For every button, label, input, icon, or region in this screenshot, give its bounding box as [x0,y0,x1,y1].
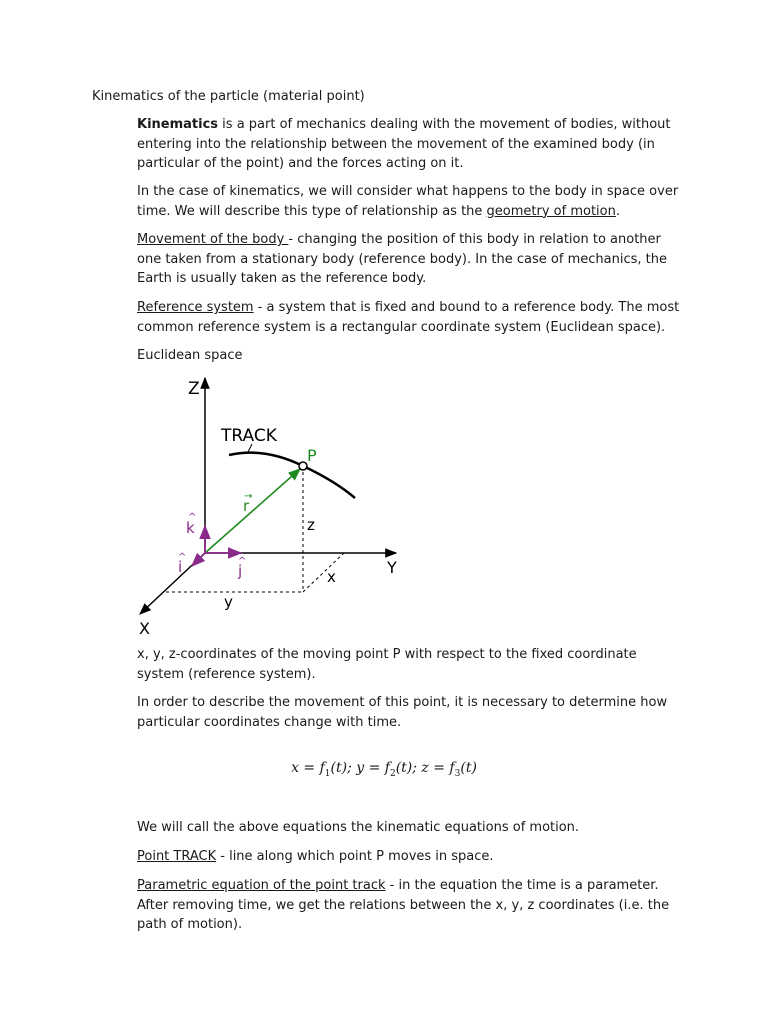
term-geometry-of-motion: geometry of motion [486,203,616,219]
unit-i-label: i [178,558,183,576]
page-heading: Kinematics of the particle (material point) [92,89,365,104]
paragraph-parametric-equation [137,876,682,935]
unit-vector-i [192,553,205,566]
unit-k-label: k [186,519,195,537]
paragraph-coordinates [137,645,682,684]
paragraph-point-track [137,847,682,867]
paragraph-text: . [615,203,621,219]
unit-k-hat: ^ [188,512,197,523]
vector-r-label: r [243,497,250,515]
term-parametric-equation: Parametric equation of the point track [137,878,386,893]
paragraph-text: is a part of mechanics dealing with the movement of bodies, without entering into the relationship between the movement of the examined body (in particular of the point) and the forces acting on it. [137,117,671,171]
coord-z-label: z [307,516,315,534]
term-movement-of-body: Movement of the body [137,232,289,247]
axis-x-label: X [139,619,150,638]
paragraph-text: In the case of kinematics, we will consider what happens to the body in space over time. We will describe this type of relationship as the [137,184,679,219]
paragraph-text: - a system that is fixed and bound to a reference body. The most common reference system is a rectangular coordinate system (Euclidean space). [137,300,680,335]
point-p-marker [299,462,307,470]
position-vector-r [205,469,300,553]
caption-euclidean-space: Euclidean space [137,348,243,363]
paragraph-describe-movement [137,693,682,732]
axis-z-label: Z [188,379,200,399]
vector-r-hat: → [244,491,253,502]
coord-y-label: y [224,593,233,611]
axis-y-label: Y [387,558,397,577]
paragraph-text: - in the equation the time is a parameter. After removing time, we get the relations between the x, y, z coordinates (i.e. the path of motion). [137,878,670,932]
term-reference-system: Reference system [137,300,254,315]
paragraph-text: - changing the position of this body in relation to another one taken from a stationary body (reference body). In the case of mechanics, the Earth is usually taken as the reference body. [137,232,667,286]
track-label: TRACK [221,426,277,446]
paragraph-text: We will call the above equations the kinematic equations of motion. [137,820,580,835]
kinematic-equations: $x = f_1(t)$; $y = f_2(t)$; $z = f_3(t)$ [291,760,477,779]
unit-j-hat: ^ [238,556,247,567]
paragraph-kinematic-equations [137,818,682,838]
term-point-track: Point TRACK [137,849,217,864]
unit-j-label: j [238,562,243,580]
paragraph-text: In order to describe the movement of this point, it is necessary to determine how particular coordinates change with time. [137,695,668,730]
paragraph-text: - line along which point P moves in space. [216,849,494,864]
coord-x-label: x [327,568,336,586]
point-p-label: P [307,446,317,465]
projection-x [303,553,344,592]
paragraph-text: x, y, z-coordinates of the moving point P with respect to the fixed coordinate system (reference system). [137,647,637,682]
term-kinematics: Kinematics [137,117,219,132]
unit-i-hat: ^ [178,552,187,563]
